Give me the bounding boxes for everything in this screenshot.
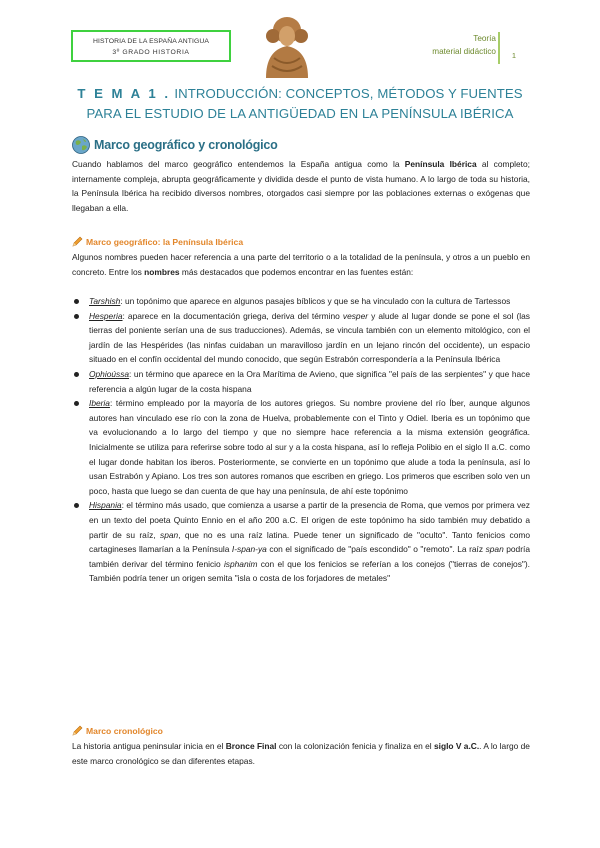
chrono-bronce: Bronce Final	[225, 741, 277, 751]
globe-icon	[72, 136, 90, 154]
chrono-text-c: con la colonización fenicia y finaliza en el	[276, 741, 434, 751]
geo-intro-c: más destacados que podemos encontrar en las fuentes están:	[179, 266, 414, 277]
item-text-italic: I-span-ya	[231, 544, 267, 555]
term-hesperia: Hesperia	[89, 310, 123, 321]
page-number: 1	[498, 32, 528, 64]
geo-intro-nombres: nombres	[144, 266, 180, 277]
intro-peninsula: Península Ibérica	[404, 159, 477, 169]
term-hispania: Hispania	[89, 500, 122, 511]
item-text-italic: isphanim	[223, 558, 258, 569]
chrono-heading-text: Marco cronológico	[86, 725, 163, 736]
dama-de-elche-logo	[252, 12, 322, 78]
intro-text-a: Cuando hablamos del marco geográfico entendemos la España antigua como la	[72, 159, 405, 169]
title-tema: T E M A 1 .	[77, 86, 171, 101]
term-iberia: Iberia	[89, 398, 110, 409]
names-list	[72, 294, 530, 586]
chrono-text-e: . A lo largo de este marco cronológico se dan diferentes etapas.	[72, 741, 530, 766]
intro-paragraph	[72, 157, 530, 215]
section-heading	[72, 135, 278, 155]
item-text: : un término que aparece en la Ora Marítima de Avieno, que significa "el país de las serpientes" y que hace referencia a algún lugar de la costa hispana	[89, 368, 530, 394]
chrono-text-a: La historia antigua peninsular inicia en el	[72, 741, 226, 751]
list-item	[72, 294, 530, 309]
item-text: , que no es una raíz latina. Puede tener un significado de "oculto". Tanto fenicios como cartagineses llamarían a la Península	[89, 529, 530, 555]
item-text: : aparece en la documentación griega, deriva del término	[122, 310, 343, 321]
header-topic: Teoría	[473, 34, 496, 43]
geo-intro	[72, 250, 530, 279]
item-text-italic: span	[485, 544, 504, 555]
list-item	[72, 396, 530, 498]
pencil-icon	[72, 236, 83, 247]
item-text: y alude al lugar donde se pone el sol (las tierras del poniente serían una de sus traducciones). Además, se vincula también con un elemento mitológico, con el jardín de las Hespérides (las ninfas cuidaban un maravilloso jardín en un lejano rincón del occidente), un espacio situado en el confín occidental del mundo conocido, que según Estrabón correspondería a la Península Ibérica	[89, 310, 530, 365]
header-material: material didáctico	[432, 47, 496, 56]
header-labels	[404, 32, 496, 58]
term-ophioussa: Ophioússa	[89, 368, 130, 379]
list-item	[72, 309, 530, 367]
item-text: : un topónimo que aparece en algunos pasajes bíblicos y que se ha vinculado con la cultura de Tartessos	[120, 296, 511, 306]
chrono-heading	[72, 725, 163, 736]
title-line2: PARA EL ESTUDIO DE LA ANTIGÜEDAD EN LA PENÍNSULA IBÉRICA	[86, 106, 514, 121]
section-heading-text: Marco geográfico y cronológico	[94, 138, 278, 152]
item-text: podría también derivar del término fenicio	[89, 544, 530, 569]
list-item	[72, 367, 530, 396]
item-text-italic: span	[160, 529, 179, 540]
geo-heading	[72, 236, 243, 247]
course-grade: 3º GRADO HISTORIA	[112, 48, 190, 56]
list-item	[72, 498, 530, 586]
intro-text-c: al completo; internamente compleja, abrupta geográficamente y dividida desde el punto de vista humano. A lo largo de toda su historia, la Península Ibérica ha recibido diversos nombres, otorgados casi siempre por las poblaciones externas o exógenas que llegaban a ella.	[72, 159, 530, 213]
title-line1: INTRODUCCIÓN: CONCEPTOS, MÉTODOS Y FUENTES	[174, 86, 523, 101]
item-text-italic: vesper	[342, 310, 369, 321]
term-tarshish: Tarshish	[89, 296, 121, 306]
item-text: con el significado de "país escondido" o "remoto". La raíz	[266, 544, 486, 555]
geo-intro-a: Algunos nombres pueden hacer referencia a una parte del territorio o a la totalidad de la península, y otros a un pueblo en concreto. Entre los	[72, 252, 530, 277]
course-box	[71, 30, 231, 62]
item-text: : término empleado por la mayoría de los autores griegos. Su nombre proviene del río Íber, aunque algunos autores han vinculado ese río con la zona de Huelva, probablemente con el Tinto y Odiel. Iberia es un topónimo que va evolucionando a lo largo del tiempo y que no siempre hace referencia a la misma extensión geográfica. Inicialmente se utiliza para referirse sobre todo al sur y a la costa hispana, así lo refleja Polibio en el siglo II a.C. como el lugar donde habitan los iberos. Posteriormente, se convierte en un topónimo que alude a toda la península, así lo usan Estrabón y Apiano. Los tres son autores romanos que escriben en griego. Los primeros que escriben solo ven un poco, hasta que luego se dan cuenta de que hay una península, de ahí este topónimo	[89, 398, 530, 496]
geo-heading-text: Marco geográfico: la Península Ibérica	[86, 236, 244, 247]
chrono-siglo: siglo V a.C.	[433, 741, 480, 751]
page-title	[70, 84, 530, 124]
item-text: : el término más usado, que comienza a usarse a partir de la presencia de Roma, que vemos por primera vez en un texto del poeta Quinto Ennio en el año 200 a.C. El origen de este topónimo ha sido también muy debatido a partir de su raíz,	[89, 500, 530, 540]
chrono-paragraph	[72, 739, 530, 768]
item-text: con el que los fenicios se referían a los conejos ("tierras de conejos"). También podría tener un origen semita "isla o costa de los forjadores de metales"	[89, 558, 530, 584]
pencil-icon	[72, 725, 83, 736]
course-title: HISTORIA DE LA ESPAÑA ANTIGUA	[93, 38, 209, 45]
